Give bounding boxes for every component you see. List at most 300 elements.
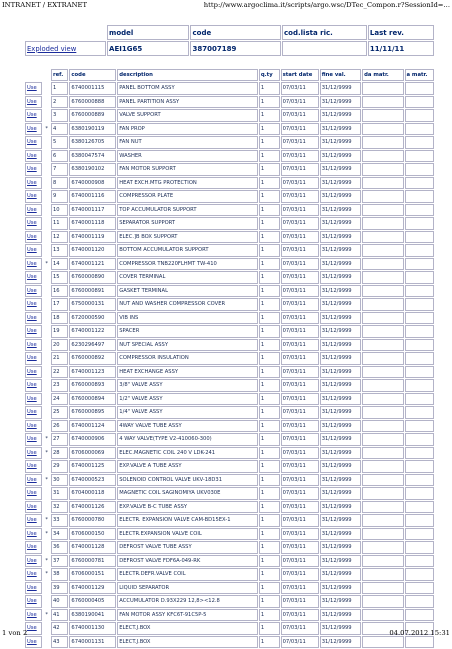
from-serial-cell [362, 460, 403, 473]
start-date-cell: 07/03/11 [281, 541, 319, 554]
replacement-mark [43, 163, 50, 176]
use-link[interactable]: Use [25, 460, 42, 473]
code-cell: 6760000890 [69, 271, 116, 284]
table-row [25, 96, 434, 109]
model-info-value-row [25, 41, 434, 56]
to-serial-cell [405, 447, 434, 460]
use-link[interactable]: Use [25, 622, 42, 635]
qty-cell: 1 [259, 541, 280, 554]
ref-cell: 8 [51, 177, 68, 190]
model-info-header-row [25, 25, 434, 40]
replacement-mark [43, 298, 50, 311]
description-cell: ELEC.]B BOX SUPPORT [117, 231, 258, 244]
to-serial-cell [405, 123, 434, 136]
use-link[interactable]: Use [25, 514, 42, 527]
replacement-mark [43, 420, 50, 433]
qty-cell: 1 [259, 109, 280, 122]
description-cell: 4 WAY VALVE(TYPE V2-410060-300) [117, 433, 258, 446]
end-date-cell: 31/12/9999 [320, 204, 361, 217]
ref-cell: 29 [51, 460, 68, 473]
to-serial-cell [405, 595, 434, 608]
end-date-cell: 31/12/9999 [320, 285, 361, 298]
use-link[interactable]: Use [25, 339, 42, 352]
from-serial-cell [362, 582, 403, 595]
table-row [25, 501, 434, 514]
from-serial-cell [362, 150, 403, 163]
from-serial-cell [362, 123, 403, 136]
replacement-mark: * [45, 449, 48, 456]
description-cell: ACCUMULATOR D.93X229 12,8><12.8 [117, 595, 258, 608]
from-serial-cell [362, 366, 403, 379]
qty-cell: 1 [259, 379, 280, 392]
to-serial-cell [405, 258, 434, 271]
from-serial-cell [362, 528, 403, 541]
qty-cell: 1 [259, 123, 280, 136]
replacement-mark [43, 271, 50, 284]
end-date-cell: 31/12/9999 [320, 325, 361, 338]
from-serial-cell [362, 487, 403, 500]
use-link[interactable]: Use [25, 258, 42, 271]
ref-cell: 32 [51, 501, 68, 514]
ref-cell: 20 [51, 339, 68, 352]
use-link[interactable]: Use [25, 217, 42, 230]
ref-cell: 18 [51, 312, 68, 325]
replacement-mark [43, 582, 50, 595]
qty-cell: 1 [259, 622, 280, 635]
code-value: 387007189 [190, 41, 281, 56]
use-link[interactable]: Use [25, 244, 42, 257]
description-cell: FAN MOTOR SUPPORT [117, 163, 258, 176]
browser-header-title: INTRANET / EXTRANET [2, 1, 88, 9]
qty-cell: 1 [259, 528, 280, 541]
from-serial-cell [362, 190, 403, 203]
start-date-cell: 07/03/11 [281, 474, 319, 487]
ref-cell: 28 [51, 447, 68, 460]
end-date-cell: 31/12/9999 [320, 528, 361, 541]
qty-cell: 1 [259, 555, 280, 568]
ref-header: ref. [51, 69, 68, 81]
description-cell: LIQUID SEPARATOR [117, 582, 258, 595]
use-link[interactable]: Use [25, 204, 42, 217]
qty-cell: 1 [259, 271, 280, 284]
end-date-cell: 31/12/9999 [320, 231, 361, 244]
replacement-mark [43, 217, 50, 230]
ref-cell: 26 [51, 420, 68, 433]
to-serial-cell [405, 568, 434, 581]
description-cell: 1/2" VALVE ASSY [117, 393, 258, 406]
list-value [282, 41, 367, 56]
code-cell: 6380190041 [69, 609, 116, 622]
code-cell: 6230296497 [69, 339, 116, 352]
ref-cell: 21 [51, 352, 68, 365]
start-date-cell: 07/03/11 [281, 96, 319, 109]
from-serial-cell [362, 231, 403, 244]
table-row [25, 82, 434, 95]
qty-cell: 1 [259, 420, 280, 433]
use-link[interactable]: Use [25, 541, 42, 554]
ref-cell: 36 [51, 541, 68, 554]
description-cell: TOP ACCUMULATOR SUPPORT [117, 204, 258, 217]
code-cell: 6760000893 [69, 379, 116, 392]
replacement-mark [43, 190, 50, 203]
start-date-cell: 07/03/11 [281, 312, 319, 325]
use-link[interactable]: Use [25, 163, 42, 176]
code-cell: 6740001125 [69, 460, 116, 473]
qty-cell: 1 [259, 136, 280, 149]
table-row [25, 204, 434, 217]
start-date-cell: 07/03/11 [281, 514, 319, 527]
ref-cell: 31 [51, 487, 68, 500]
from-serial-cell [362, 312, 403, 325]
start-date-cell: 07/03/11 [281, 609, 319, 622]
table-row [25, 271, 434, 284]
table-row [25, 474, 434, 487]
table-row [25, 258, 434, 271]
use-link[interactable]: Use [25, 325, 42, 338]
ref-cell: 23 [51, 379, 68, 392]
start-date-cell: 07/03/11 [281, 501, 319, 514]
start-date-cell: 07/03/11 [281, 595, 319, 608]
ref-cell: 19 [51, 325, 68, 338]
end-date-cell: 31/12/9999 [320, 568, 361, 581]
to-serial-cell [405, 82, 434, 95]
end-date-cell: 31/12/9999 [320, 501, 361, 514]
qty-cell: 1 [259, 487, 280, 500]
table-row [25, 447, 434, 460]
code-cell: 6760000405 [69, 595, 116, 608]
to-serial-cell [405, 217, 434, 230]
ref-cell: 41 [51, 609, 68, 622]
use-link[interactable]: Use [25, 501, 42, 514]
to-serial-cell [405, 474, 434, 487]
to-serial-cell [405, 190, 434, 203]
table-row [25, 555, 434, 568]
end-date-cell: 31/12/9999 [320, 474, 361, 487]
use-link[interactable]: Use [25, 150, 42, 163]
table-row [25, 595, 434, 608]
use-link[interactable]: Use [25, 366, 42, 379]
end-date-cell: 31/12/9999 [320, 609, 361, 622]
start-date-cell: 07/03/11 [281, 447, 319, 460]
from-serial-cell [362, 271, 403, 284]
use-link[interactable]: Use [25, 528, 42, 541]
description-cell: PANEL PARTITION ASSY [117, 96, 258, 109]
qty-cell: 1 [259, 163, 280, 176]
parts-table [24, 68, 435, 649]
from-serial-cell [362, 568, 403, 581]
description-cell: HEAT EXCHANGE ASSY [117, 366, 258, 379]
from-serial-cell [362, 420, 403, 433]
list-header: cod.lista ric. [282, 25, 367, 40]
end-date-cell: 31/12/9999 [320, 379, 361, 392]
qty-cell: 1 [259, 460, 280, 473]
code-cell: 6740001118 [69, 217, 116, 230]
use-link[interactable]: Use [25, 487, 42, 500]
start-date-cell: 07/03/11 [281, 190, 319, 203]
description-cell: FAN PROP [117, 123, 258, 136]
to-serial-cell [405, 312, 434, 325]
exploded-view-link[interactable]: Exploded view [25, 41, 106, 56]
to-serial-cell [405, 109, 434, 122]
start-date-cell: 07/03/11 [281, 582, 319, 595]
code-cell: 6740001121 [69, 258, 116, 271]
description-cell: ELECT.J.BOX [117, 636, 258, 649]
code-cell: 6740001128 [69, 541, 116, 554]
to-serial-cell [405, 528, 434, 541]
start-date-cell: 07/03/11 [281, 379, 319, 392]
code-cell: 6380126705 [69, 136, 116, 149]
to-serial-cell [405, 487, 434, 500]
qty-cell: 1 [259, 352, 280, 365]
start-date-cell: 07/03/11 [281, 487, 319, 500]
from-serial-cell [362, 96, 403, 109]
description-cell: 1/4" VALVE ASSY [117, 406, 258, 419]
to-serial-cell [405, 244, 434, 257]
use-link[interactable]: Use [25, 312, 42, 325]
to-serial-cell [405, 433, 434, 446]
replacement-mark [43, 244, 50, 257]
qty-cell: 1 [259, 298, 280, 311]
model-info-table [24, 24, 435, 57]
end-date-cell: 31/12/9999 [320, 487, 361, 500]
start-date-cell: 07/03/11 [281, 177, 319, 190]
use-link[interactable]: Use [25, 420, 42, 433]
table-row [25, 231, 434, 244]
from-serial-cell [362, 433, 403, 446]
to-serial-cell [405, 541, 434, 554]
description-cell: COMPRESSOR PLATE [117, 190, 258, 203]
code-cell: 6740001115 [69, 82, 116, 95]
table-row [25, 136, 434, 149]
ref-cell: 16 [51, 285, 68, 298]
description-cell: ELECTR. EXPANSION VALVE CAM-BD15EX-1 [117, 514, 258, 527]
use-link[interactable]: Use [25, 568, 42, 581]
ref-cell: 2 [51, 96, 68, 109]
qty-cell: 1 [259, 609, 280, 622]
end-date-cell: 31/12/9999 [320, 312, 361, 325]
use-link[interactable]: Use [25, 555, 42, 568]
code-cell: 6380190119 [69, 123, 116, 136]
replacement-mark: * [45, 557, 48, 564]
replacement-mark [43, 541, 50, 554]
description-cell: ELECTR.DEFR.VALVE COIL [117, 568, 258, 581]
use-link[interactable]: Use [25, 582, 42, 595]
description-cell: HEAT EXCH.MTG PROTECTION [117, 177, 258, 190]
replacement-mark [43, 406, 50, 419]
description-cell: DEFROST VALVE FDF6A-049-RK [117, 555, 258, 568]
code-cell: 6740001122 [69, 325, 116, 338]
ref-cell: 37 [51, 555, 68, 568]
from-serial-cell [362, 136, 403, 149]
to-serial-cell [405, 406, 434, 419]
use-link[interactable]: Use [25, 595, 42, 608]
from-serial-cell [362, 352, 403, 365]
table-row [25, 460, 434, 473]
parts-header-row [25, 69, 434, 81]
replacement-mark [43, 366, 50, 379]
description-cell: WASHER [117, 150, 258, 163]
to-serial-cell [405, 366, 434, 379]
use-link[interactable]: Use [25, 406, 42, 419]
from-serial-cell [362, 82, 403, 95]
end-date-cell: 31/12/9999 [320, 177, 361, 190]
end-date-cell: 31/12/9999 [320, 339, 361, 352]
start-date-cell: 07/03/11 [281, 366, 319, 379]
replacement-mark [43, 109, 50, 122]
start-date-cell: 07/03/11 [281, 244, 319, 257]
start-date-cell: 07/03/11 [281, 109, 319, 122]
use-link[interactable]: Use [25, 433, 42, 446]
replacement-mark [43, 82, 50, 95]
table-row [25, 150, 434, 163]
to-serial-cell [405, 514, 434, 527]
replacement-mark: * [45, 571, 48, 578]
use-link[interactable]: Use [25, 123, 42, 136]
from-serial-cell [362, 379, 403, 392]
from-serial-cell [362, 609, 403, 622]
use-link[interactable]: Use [25, 271, 42, 284]
code-cell: 6740001130 [69, 622, 116, 635]
code-cell: 6380190102 [69, 163, 116, 176]
ref-cell: 4 [51, 123, 68, 136]
replacement-mark [43, 312, 50, 325]
replacement-mark [43, 501, 50, 514]
qty-cell: 1 [259, 325, 280, 338]
to-serial-cell [405, 177, 434, 190]
qty-cell: 1 [259, 339, 280, 352]
use-link[interactable]: Use [25, 136, 42, 149]
to-serial-cell [405, 136, 434, 149]
ref-cell: 38 [51, 568, 68, 581]
use-link[interactable]: Use [25, 393, 42, 406]
start-date-cell: 07/03/11 [281, 528, 319, 541]
code-cell: 6760000895 [69, 406, 116, 419]
table-row [25, 514, 434, 527]
use-link[interactable]: Use [25, 609, 42, 622]
end-date-cell: 31/12/9999 [320, 190, 361, 203]
code-header: code [69, 69, 116, 81]
ref-cell: 1 [51, 82, 68, 95]
end-date-cell: 31/12/9999 [320, 298, 361, 311]
code-cell: 6740001119 [69, 231, 116, 244]
table-row [25, 244, 434, 257]
code-cell: 6760000892 [69, 352, 116, 365]
end-date-cell: 31/12/9999 [320, 123, 361, 136]
table-row [25, 406, 434, 419]
browser-header-url: http://www.argoclima.it/scripts/argo.wsc/DTec_Compon.r?SessionId=... [203, 1, 450, 9]
code-cell: 6740001129 [69, 582, 116, 595]
code-cell: 6760000891 [69, 285, 116, 298]
model-header: model [107, 25, 189, 40]
start-date-cell: 07/03/11 [281, 555, 319, 568]
from-serial-cell [362, 514, 403, 527]
qty-cell: 1 [259, 366, 280, 379]
table-row [25, 352, 434, 365]
print-timestamp: 04.07.2012 15:31 [389, 629, 450, 637]
qty-cell: 1 [259, 190, 280, 203]
to-serial-cell [405, 379, 434, 392]
qty-cell: 1 [259, 474, 280, 487]
code-cell: 6740001123 [69, 366, 116, 379]
replacement-mark [43, 352, 50, 365]
description-cell: NUT SPECIAL ASSY [117, 339, 258, 352]
start-date-cell: 07/03/11 [281, 460, 319, 473]
replacement-mark [43, 339, 50, 352]
table-row [25, 528, 434, 541]
code-cell: 6740000523 [69, 474, 116, 487]
use-link[interactable]: Use [25, 190, 42, 203]
description-cell: SEPARATOR SUPPORT [117, 217, 258, 230]
to-serial-cell [405, 271, 434, 284]
from-serial-cell [362, 258, 403, 271]
description-header: description [117, 69, 258, 81]
use-link[interactable]: Use [25, 82, 42, 95]
qty-cell: 1 [259, 514, 280, 527]
ref-cell: 39 [51, 582, 68, 595]
end-date-cell: 31/12/9999 [320, 150, 361, 163]
use-link[interactable]: Use [25, 352, 42, 365]
replacement-mark: * [45, 125, 48, 132]
description-cell: ELECT.J.BOX [117, 622, 258, 635]
ref-cell: 15 [51, 271, 68, 284]
last-rev-header: Last rev. [368, 25, 434, 40]
description-cell: PANEL BOTTOM ASSY [117, 82, 258, 95]
replacement-mark: * [45, 476, 48, 483]
from-serial-header: da matr. [362, 69, 403, 81]
replacement-mark [43, 487, 50, 500]
to-serial-cell [405, 285, 434, 298]
qty-cell: 1 [259, 447, 280, 460]
qty-cell: 1 [259, 258, 280, 271]
table-row [25, 379, 434, 392]
use-link[interactable]: Use [25, 96, 42, 109]
start-date-cell: 07/03/11 [281, 82, 319, 95]
table-row [25, 582, 434, 595]
use-link[interactable]: Use [25, 447, 42, 460]
start-date-cell: 07/03/11 [281, 136, 319, 149]
start-date-cell: 07/03/11 [281, 123, 319, 136]
start-date-cell: 07/03/11 [281, 217, 319, 230]
code-cell: 6740001124 [69, 420, 116, 433]
description-cell: COMPRESSOR TNB220FLHMT TW-410 [117, 258, 258, 271]
code-cell: 6706000151 [69, 568, 116, 581]
qty-cell: 1 [259, 595, 280, 608]
table-row [25, 636, 434, 649]
empty-header [43, 69, 50, 81]
table-row [25, 339, 434, 352]
code-cell: 6740001120 [69, 244, 116, 257]
code-cell: 6740001131 [69, 636, 116, 649]
use-link[interactable]: Use [25, 285, 42, 298]
use-link[interactable]: Use [25, 474, 42, 487]
replacement-mark: * [45, 260, 48, 267]
to-serial-cell [405, 163, 434, 176]
start-date-cell: 07/03/11 [281, 420, 319, 433]
qty-cell: 1 [259, 231, 280, 244]
start-date-cell: 07/03/11 [281, 636, 319, 649]
use-link[interactable]: Use [25, 231, 42, 244]
use-link[interactable]: Use [25, 177, 42, 190]
qty-cell: 1 [259, 82, 280, 95]
end-date-cell: 31/12/9999 [320, 514, 361, 527]
use-link[interactable]: Use [25, 109, 42, 122]
use-link[interactable]: Use [25, 298, 42, 311]
end-date-cell: 31/12/9999 [320, 244, 361, 257]
qty-cell: 1 [259, 393, 280, 406]
use-link[interactable]: Use [25, 636, 42, 649]
description-cell: 3/8" VALVE ASSY [117, 379, 258, 392]
use-link[interactable]: Use [25, 379, 42, 392]
